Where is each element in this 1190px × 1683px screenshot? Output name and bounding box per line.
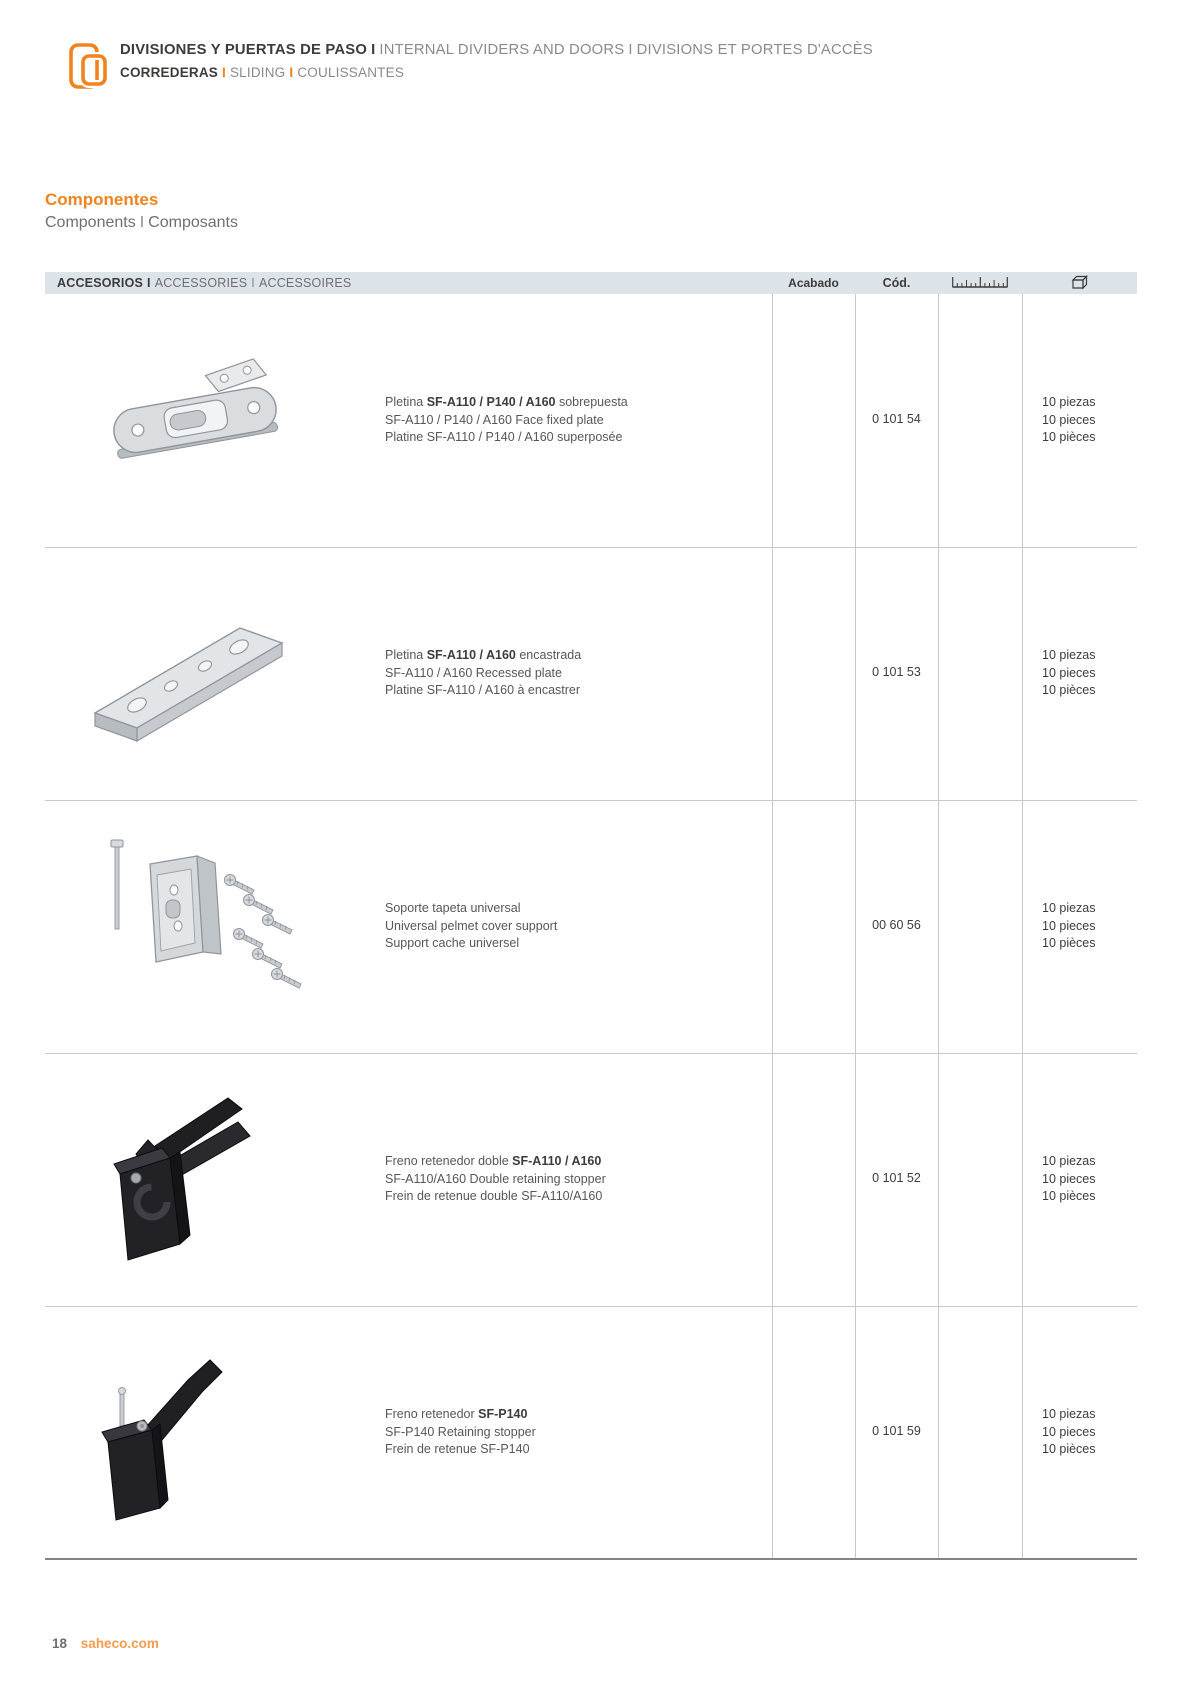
product-code: 0 101 59 bbox=[872, 1424, 921, 1438]
ruler-icon bbox=[938, 275, 1022, 293]
packaging-quantity: 10 piezas 10 pieces 10 pièces bbox=[1042, 395, 1096, 445]
title-en: INTERNAL DIVIDERS AND DOORS bbox=[379, 42, 625, 58]
product-image-sf-p140-stopper bbox=[90, 1350, 255, 1525]
column-divider bbox=[772, 294, 773, 1559]
row-divider bbox=[45, 547, 1137, 548]
product-image-double-stopper bbox=[100, 1082, 270, 1277]
product-description: Pletina SF-A110 / P140 / A160 sobrepuesta SF-A110 / P140 / A160 Face fixed plate Platine SF-A110 / P140 / A160 superposée bbox=[385, 395, 628, 445]
product-image-pelmet-support bbox=[95, 830, 310, 1020]
table-header-bar bbox=[45, 272, 1137, 294]
product-description: Pletina SF-A110 / A160 encastrada SF-A110 / A160 Recessed plate Platine SF-A110 / A160 à encastrer bbox=[385, 648, 582, 698]
product-description: Freno retenedor SF-P140 SF-P140 Retaining stopper Frein de retenue SF-P140 bbox=[385, 1407, 536, 1457]
column-header-code: Cód. bbox=[882, 276, 911, 290]
row-divider bbox=[45, 1053, 1137, 1054]
packaging-quantity: 10 piezas 10 pieces 10 pièces bbox=[1042, 1154, 1096, 1204]
package-icon bbox=[1022, 275, 1137, 295]
product-description: Freno retenedor doble SF-A110 / A160 SF-A110/A160 Double retaining stopper Frein de retenue double SF-A110/A160 bbox=[385, 1154, 606, 1204]
page-title: DIVISIONES Y PUERTAS DE PASO I INTERNAL DIVIDERS AND DOORS I DIVISIONS ET PORTES D'ACCÈS bbox=[120, 42, 873, 58]
subtitle-en: SLIDING bbox=[229, 65, 286, 80]
table-bottom-border bbox=[45, 1558, 1137, 1560]
title-fr: DIVISIONS ET PORTES D'ACCÈS bbox=[636, 42, 873, 58]
packaging-quantity: 10 piezas 10 pieces 10 pièces bbox=[1042, 1407, 1096, 1457]
subtitle-fr: COULISSANTES bbox=[297, 65, 405, 80]
product-code: 00 60 56 bbox=[872, 918, 921, 932]
column-divider bbox=[938, 294, 939, 1559]
website-link[interactable]: saheco.com bbox=[80, 1636, 159, 1651]
product-image-recessed-plate bbox=[80, 586, 300, 761]
product-code: 0 101 52 bbox=[872, 1171, 921, 1185]
page-number: 18 bbox=[52, 1636, 68, 1651]
subtitle-es: CORREDERAS bbox=[120, 65, 219, 80]
product-code: 0 101 53 bbox=[872, 665, 921, 679]
page-subtitle: CORREDERAS I SLIDING I COULISSANTES bbox=[120, 65, 405, 80]
product-description: Soporte tapeta universal Universal pelmet cover support Support cache universel bbox=[385, 901, 558, 951]
section-title: Componentes bbox=[45, 190, 159, 209]
saheco-logo-icon bbox=[68, 42, 108, 90]
packaging-quantity: 10 piezas 10 pieces 10 pièces bbox=[1042, 648, 1096, 698]
row-divider bbox=[45, 800, 1137, 801]
product-image-face-fixed-plate bbox=[95, 340, 295, 500]
column-divider bbox=[1022, 294, 1023, 1559]
packaging-quantity: 10 piezas 10 pieces 10 pièces bbox=[1042, 901, 1096, 951]
product-code: 0 101 54 bbox=[872, 412, 921, 426]
title-es: DIVISIONES Y PUERTAS DE PASO bbox=[120, 42, 368, 58]
page-header bbox=[120, 42, 873, 80]
section-subtitle: Components I Composants bbox=[45, 214, 238, 231]
table-title: ACCESORIOS I ACCESSORIES I ACCESSOIRES bbox=[57, 276, 352, 290]
column-header-finish: Acabado bbox=[788, 276, 839, 290]
page-footer bbox=[52, 1636, 159, 1651]
row-divider bbox=[45, 1306, 1137, 1307]
